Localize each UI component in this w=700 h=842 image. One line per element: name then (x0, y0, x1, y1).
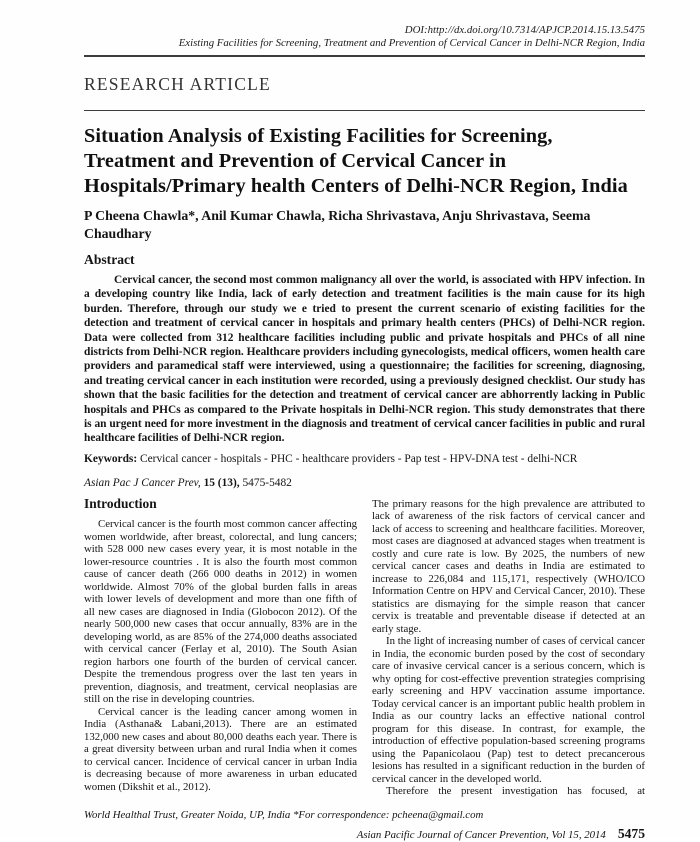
citation-journal: Asian Pac J Cancer Prev, (84, 476, 204, 489)
doi-text: DOI:http://dx.doi.org/10.7314/APJCP.2014.15.13.5475 (404, 24, 645, 36)
page-header (84, 24, 645, 50)
intro-paragraph-5: Therefore the present investigation has focused, at (386, 785, 645, 798)
right-column (372, 498, 645, 798)
abstract-text: Cervical cancer, the second most common malignancy all over the world, is associated with HPV infection. In a developing country like India, lack of early detection and treatment facilities is the main cause for its high burden. Therefore, through our study we e tried to present the current scenario of existing facilities for the detection and treatment of cervical cancer in hospitals and primary health centers (PHCs) of Delhi-NCR region. Data were collected from 312 healthcare facilities including public and private hospitals and PHCs of all nine districts from Delhi-NCR region. Healthcare providers including gynecologists, medical officers, women health care providers and paramedical staff were interviewed, using a questionnaire; the facilities for screening, diagnosing, and treating cervical cancer in each institution were recorded, using a previously designed checklist. Our study has shown that the basic facilities for the detection and treatment of cervical cancer are abhorrently lacking in Public hospitals and PHCs as compared to the Private hospitals in Delhi-NCR region. This study demonstrates that there is an urgent need for more investment in the diagnosis and treatment of cervical cancer facilities in public and rural healthcare facilities of Delhi-NCR region. (84, 274, 645, 445)
introduction-heading: Introduction (84, 495, 157, 511)
intro-paragraph-2: Cervical cancer is the leading cancer among women in India (Asthana& Labani,2013). There are an estimated 132,000 new cases and about 80,000 deaths each year. There is a great diversity between urban and rural India when it comes to cervical cancer. Incidence of cervical cancer in urban India is decreasing because of more awareness in urban educated women (Dikshit et al., 2012). (84, 705, 357, 793)
article-type-label: RESEARCH ARTICLE (84, 74, 271, 94)
footer-affiliation-line (84, 809, 645, 822)
paper-title: Situation Analysis of Existing Facilities for Screening, Treatment and Prevention of Cervical Cancer in Hospitals/Primary health Centers of Delhi-NCR Region, India (84, 125, 628, 197)
authors-line: P Cheena Chawla*, Anil Kumar Chawla, Richa Shrivastava, Anju Shrivastava, Seema Chaudhary (84, 208, 591, 241)
citation-line (84, 477, 645, 489)
keywords-text: Cervical cancer - hospitals - PHC - healthcare providers - Pap test - HPV-DNA test - delhi-NCR (137, 452, 578, 465)
intro-paragraph-1: Cervical cancer is the fourth most common cancer affecting women worldwide, after breast, colorectal, and lung cancers; with 528 000 new cases every year, it is most notable in the lower-resource countries . It is also the fourth most common cause of cancer death (266 000 deaths in 2012) in women worldwide. Almost 70% of the global burden falls in areas with lower levels of development and more than one fifth of all new cases are diagnosed in India (Globocon 2012). Of the nearly 500,000 new cases that occur annually, 83% are in the developing world, as are 85% of the 274,000 deaths associated with cervical cancer (Ferlay et al, 2010). The South Asian region harbors one fourth of the burden of cervical cancer. Despite the tremendous progress over the last ten years in prevention, diagnosis, and treatment, cervical neoplasias are still on the rise in developing countries. (84, 518, 357, 706)
citation-volume-issue: 15 (13), (203, 476, 240, 489)
footer-page-number: 5475 (617, 825, 645, 841)
intro-paragraph-3: The primary reasons for the high prevalence are attributed to lack of awareness of the risk factors of cervical cancer and lack of access to screening and healthcare facilities. Moreover, most cases are diagnosed at advanced stages when treatment is costly and cure rate is low. By 2025, the numbers of new cervical cancer cases and deaths in India are estimated to increase to 226,084 and 115,171, respectively (WHO/ICO Information Centre on HPV and Cervical Cancer, 2010). These statistics are dismaying for the simple reason that cancer cervix is treatable and preventable disease if detected at an early stage. (372, 497, 645, 635)
footer-affiliation: World Healthal Trust, Greater Noida, UP, India (84, 808, 293, 821)
keywords-line (84, 452, 645, 466)
abstract-heading: Abstract (84, 252, 135, 267)
footer-journal-text: Asian Pacific Journal of Cancer Prevention, Vol 15, 2014 (356, 828, 606, 841)
body-columns (84, 495, 645, 798)
intro-paragraph-4: In the light of increasing number of cases of cervical cancer in India, the economic burden posed by the cost of secondary care of invasive cervical cancer is a serious concern, which is why opting for cost-effective prevention strategies comprising early screening and HPV vaccination assume importance. Today cervical cancer is an important public health problem in India as our country lacks an effective national control program for this disease. In contrast, for example, the introduction of effective population-based screening programs using the Papanicolaou (Pap) test to detect precancerous lesions has resulted in a significant reduction in the burden of cervical cancer in the developed world. (372, 635, 645, 785)
citation-pages: 5475-5482 (239, 476, 292, 489)
footer-correspondence: *For correspondence: pcheena@gmail.com (292, 808, 484, 821)
header-rule-top (84, 55, 645, 57)
running-title: Existing Facilities for Screening, Treatment and Prevention of Cervical Cancer in Delhi-NCR Region, India (178, 37, 645, 49)
header-rule-bottom (84, 110, 645, 111)
left-column (84, 495, 357, 798)
footer-journal-line (84, 826, 645, 842)
keywords-label: Keywords: (84, 452, 138, 465)
